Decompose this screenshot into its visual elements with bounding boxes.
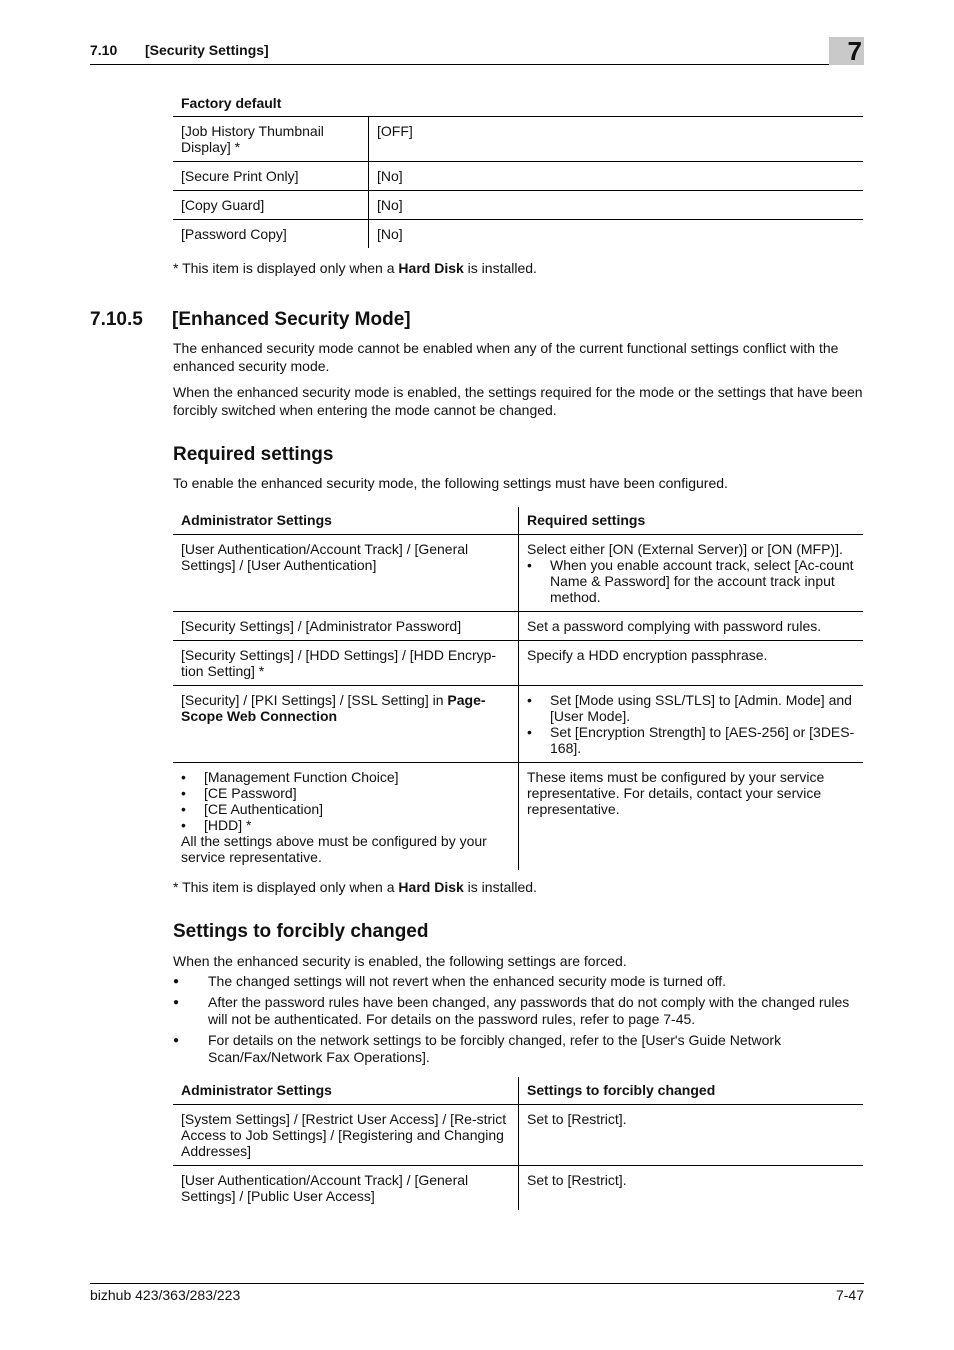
table-row — [173, 1166, 863, 1211]
table-row — [173, 1105, 863, 1166]
table-row — [173, 535, 863, 612]
table-cell: [User Authentication/Account Track] / [General Settings] / [User Authentication] — [173, 535, 519, 612]
table-cell: Set to [Restrict]. — [519, 1105, 864, 1166]
table-cell: [Copy Guard] — [173, 191, 369, 220]
table-cell: [Secure Print Only] — [173, 162, 369, 191]
table-cell: [Job History Thumbnail Display] * — [173, 117, 369, 162]
column-header: Administrator Settings — [173, 507, 519, 535]
list-item: • [HDD] * — [181, 817, 510, 833]
table-cell: [Security Settings] / [HDD Settings] / [HDD Encryp-tion Setting] * — [173, 641, 519, 686]
list-item: • [CE Authentication] — [181, 801, 510, 817]
table-cell: [OFF] — [369, 117, 864, 162]
list-item: ● The changed settings will not revert when the enhanced security mode is turned off. — [173, 973, 865, 991]
footnote-text: * This item is displayed only when a — [173, 260, 399, 276]
list-item: • Set [Mode using SSL/TLS] to [Admin. Mode] and [User Mode]. — [527, 692, 855, 724]
table-cell: Specify a HDD encryption passphrase. — [519, 641, 864, 686]
paragraph: When the enhanced security is enabled, the following settings are forced. — [173, 953, 627, 969]
header-section-title: [Security Settings] — [145, 42, 269, 58]
running-header — [90, 42, 269, 58]
bullet-list — [173, 973, 865, 1070]
list-item: • [CE Password] — [181, 785, 510, 801]
header-section-number: 7.10 — [90, 42, 118, 58]
paragraph: When the enhanced security mode is enabled, the settings required for the mode or the settings that have been forcibly switched when entering the mode cannot be changed. — [173, 384, 863, 418]
footnote-text: * This item is displayed only when a — [173, 879, 399, 895]
table-row — [173, 220, 863, 249]
table-cell: [No] — [369, 162, 864, 191]
table-cell — [519, 535, 864, 612]
paragraph: To enable the enhanced security mode, the following settings must have been configured. — [173, 475, 728, 491]
table-row — [173, 117, 863, 162]
column-header: Settings to forcibly changed — [519, 1077, 864, 1105]
table-cell: [Security Settings] / [Administrator Password] — [173, 612, 519, 641]
factory-default-table — [173, 116, 863, 248]
forcibly-changed-table — [173, 1077, 863, 1210]
list-item: • [Management Function Choice] — [181, 769, 510, 785]
list-item: • Set [Encryption Strength] to [AES-256] or [3DES-168]. — [527, 724, 855, 756]
table-row — [173, 191, 863, 220]
table-cell: These items must be configured by your service representative. For details, contact your service representative. — [527, 769, 825, 817]
page-number: 7-47 — [835, 1287, 864, 1303]
table-cell — [519, 686, 864, 763]
header-rule — [90, 64, 864, 65]
list-item: • When you enable account track, select [Ac-count Name & Password] for the account track input method. — [527, 557, 855, 605]
required-settings-table — [173, 507, 863, 870]
paragraph: The enhanced security mode cannot be enabled when any of the current functional settings conflict with the enhanced security mode. — [173, 340, 839, 374]
list-item: ● For details on the network settings to be forcibly changed, refer to the [User's Guide Network Scan/Fax/Network Fax Operations]. — [173, 1032, 865, 1067]
section-number: 7.10.5 — [90, 309, 143, 330]
cell-text: Select either [ON (External Server)] or [ON (MFP)]. — [527, 541, 843, 557]
list-item: ● After the password rules have been changed, any passwords that do not comply with the changed rules will not be authenticated. For details on the password rules, refer to page 7-45. — [173, 994, 865, 1029]
table-row — [173, 763, 863, 871]
bullet-list — [181, 769, 510, 833]
cell-text: [Security] / [PKI Settings] / [SSL Setting] in — [181, 692, 448, 708]
table-cell: [User Authentication/Account Track] / [General Settings] / [Public User Access] — [173, 1166, 519, 1211]
footnote-bold: Hard Disk — [398, 879, 464, 895]
table-cell: [System Settings] / [Restrict User Access] / [Re-strict Access to Job Settings] / [Registering and Changing Addresses] — [173, 1105, 519, 1166]
bullet-list — [527, 692, 855, 756]
table-header-row — [173, 507, 863, 535]
chapter-number: 7 — [847, 36, 862, 66]
table-header-row — [173, 1077, 863, 1105]
footer-model: bizhub 423/363/283/223 — [90, 1287, 241, 1303]
table-cell: [No] — [369, 220, 864, 249]
table-row — [173, 686, 863, 763]
subheading-forcibly-changed: Settings to forcibly changed — [173, 921, 429, 942]
table-row — [173, 612, 863, 641]
footnote-text: is installed. — [463, 879, 537, 895]
factory-default-caption: Factory default — [181, 95, 282, 111]
footnote-text: is installed. — [463, 260, 537, 276]
footnote — [173, 260, 537, 276]
bullet-list — [527, 557, 855, 605]
cell-text: All the settings above must be configured by your service representative. — [181, 833, 487, 865]
table-cell: [No] — [369, 191, 864, 220]
footer-rule — [90, 1283, 864, 1284]
table-cell — [173, 763, 519, 871]
section-heading — [90, 309, 411, 331]
table-cell: [Password Copy] — [173, 220, 369, 249]
column-header: Administrator Settings — [173, 1077, 519, 1105]
cell-bold-text: Page-Scope Web Connection — [181, 692, 486, 724]
section-title: [Enhanced Security Mode] — [172, 309, 411, 330]
column-header: Required settings — [519, 507, 864, 535]
table-cell: Set to [Restrict]. — [527, 1172, 627, 1188]
footnote — [173, 879, 537, 895]
table-row — [173, 641, 863, 686]
subheading-required-settings: Required settings — [173, 444, 334, 465]
table-cell — [173, 686, 519, 763]
table-row — [173, 162, 863, 191]
table-cell: Set a password complying with password rules. — [519, 612, 864, 641]
footnote-bold: Hard Disk — [398, 260, 464, 276]
